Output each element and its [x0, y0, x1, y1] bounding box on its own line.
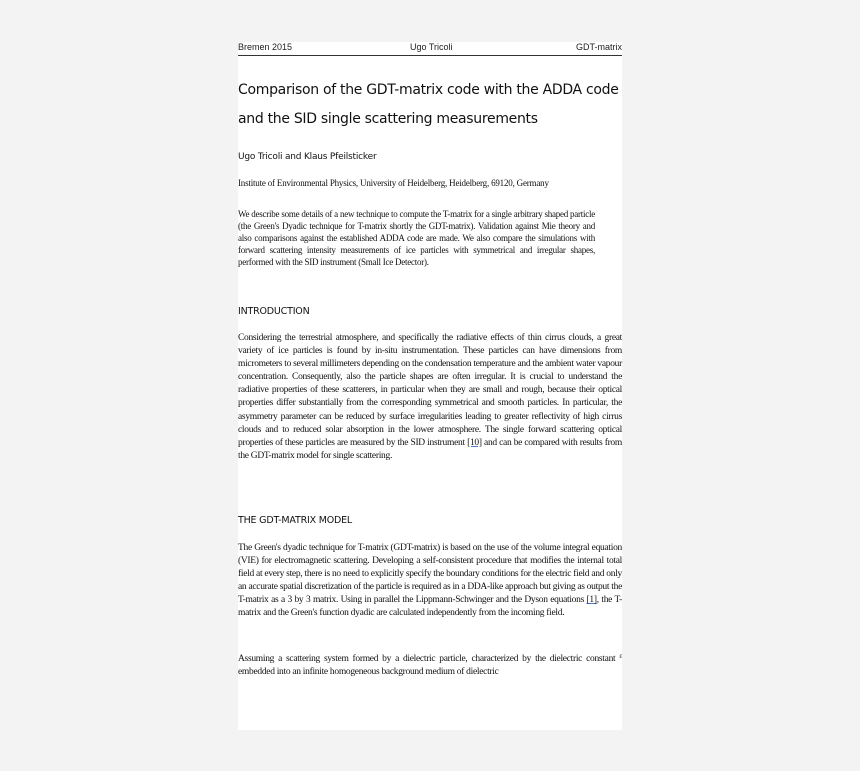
gdt-paragraph-2	[238, 650, 622, 679]
introduction-text-part2: and can be compared with results from the GDT-matrix model for single scattering.	[238, 437, 622, 461]
introduction-paragraph	[238, 332, 622, 463]
running-head-center: Ugo Tricoli	[410, 42, 453, 52]
gdt-text-part2: , the T-matrix and the Green's function dyadic are calculated independently from the incoming field.	[238, 595, 622, 619]
paper-abstract: We describe some details of a new technique to compute the T-matrix for a single arbitrary shaped particle (the Green's Dyadic technique for T-matrix shortly the GDT-matrix). Validation against Mie theory and also comparisons against the established ADDA code are made. We also compare the simulations with forward scattering intensity measurements of ice particles with symmetrical and irregular shapes, performed with the SID instrument (Small Ice Detector).	[238, 209, 595, 267]
gdt-p2-text-part2: embedded into an infinite homogeneous background medium of dielectric	[238, 667, 499, 678]
section-heading-introduction: INTRODUCTION	[238, 306, 310, 317]
gdt-text-part1: The Green's dyadic technique for T-matrix (GDT-matrix) is based on the use of the volume integral equation (VIE) for electromagnetic scattering. Developing a self-consistent procedure that modifies the internal total field at every step, there is no need to explicitly specify the boundary conditions for the electric field and only an accurate spatial discretization of the particle is required as in a DDA-like approach but giving as output the T-matrix as a 3 by 3 matrix. Using in parallel the Lippmann-Schwinger and the Dyson equations	[238, 543, 622, 606]
running-head	[238, 42, 622, 56]
epsilon-symbol: ε	[619, 652, 622, 660]
gdt-paragraph-1	[238, 542, 622, 621]
citation-link-10[interactable]: [10]	[467, 437, 482, 448]
gdt-p2-text-part1: Assuming a scattering system formed by a dielectric particle, characterized by the dielectric constant	[238, 654, 620, 664]
paper-affiliation: Institute of Environmental Physics, University of Heidelberg, Heidelberg, 69120, Germany	[238, 178, 549, 188]
introduction-text-part1: Considering the terrestrial atmosphere, and specifically the radiative effects of thin cirrus clouds, a great variety of ice particles is found by in-situ instrumentation. These particles can have dimensions from micrometers to several millimeters depending on the condensation temperature and the ambient water vapour concentration. Consequently, also the particle shapes are often irregular. It is crucial to understand the radiative properties of these scatterers, in particular when they are small and rough, because their optical properties differ substantially from the corresponding symmetrical and smooth particles. In particular, the asymmetry parameter can be reduced by surface irregularities leading to greater reflectivity of high cirrus clouds and to reduced solar absorption in the lower atmosphere. The single forward scattering optical properties of these particles are measured by the SID instrument	[238, 333, 622, 448]
running-head-right: GDT-matrix	[576, 42, 622, 52]
section-heading-gdt-matrix-model: THE GDT-MATRIX MODEL	[238, 515, 352, 526]
paper-page	[238, 42, 622, 730]
citation-link-1[interactable]: [1]	[586, 595, 597, 606]
paper-authors: Ugo Tricoli and Klaus Pfeilsticker	[238, 152, 377, 162]
running-head-left: Bremen 2015	[238, 42, 293, 52]
paper-title: Comparison of the GDT-matrix code with the ADDA code and the SID single scattering measurements	[238, 82, 619, 127]
